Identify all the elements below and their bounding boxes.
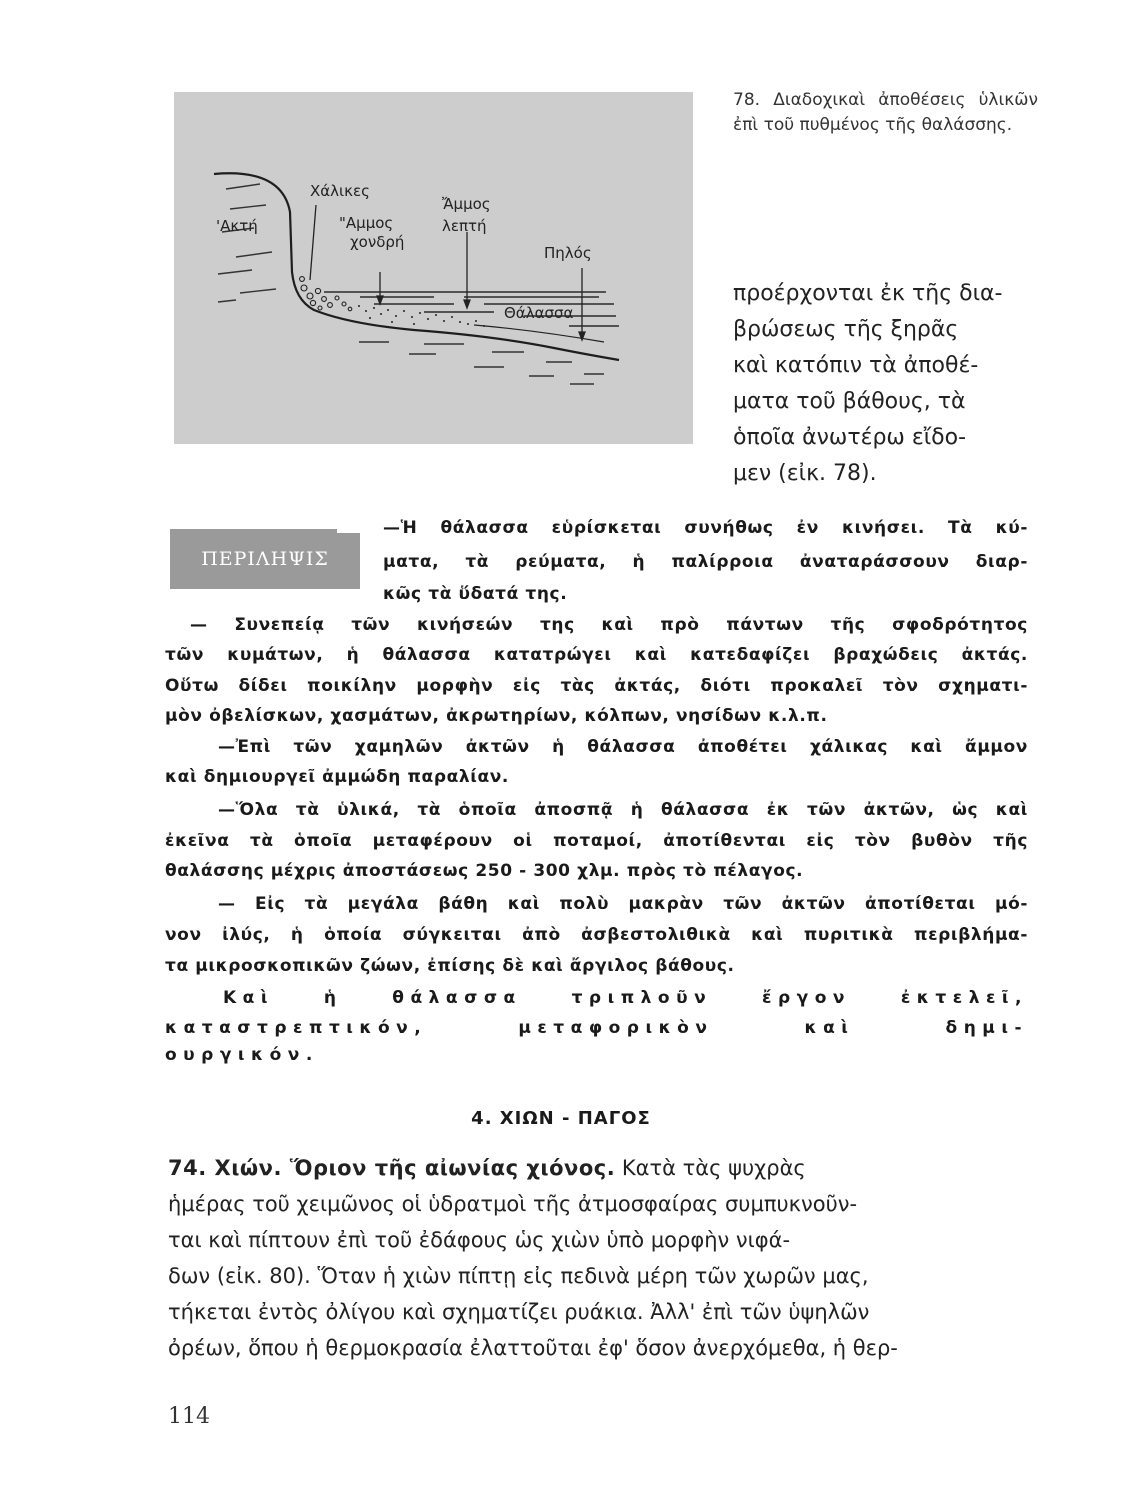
- summary-line: καὶ δημιουργεῖ ἀμμώδη παραλίαν.: [165, 767, 509, 787]
- paragraph-line: δων (εἰκ. 80). Ὅταν ἡ χιὼν πίπτῃ εἰς πεδινὰ μέρη τῶν χωρῶν μας,: [168, 1264, 869, 1288]
- label-fine-sand-2: λεπτή: [442, 217, 487, 235]
- paragraph-first-line: [168, 1150, 1028, 1186]
- paragraph-line: ὀρέων, ὅπου ἡ θερμοκρασία ἐλαττοῦται ἐφ' ὅσον ἀνερχόμεθα, ἡ θερ-: [168, 1336, 898, 1360]
- summary-line: — Συνεπείᾳ τῶν κινήσεών της καὶ πρὸ πάντων τῆς σφοδρότητος: [190, 615, 1028, 635]
- paragraph-74: [168, 1150, 1028, 1366]
- label-mud: Πηλός: [544, 244, 592, 262]
- paragraph-line: ται καὶ πίπτουν ἐπὶ τοῦ ἐδάφους ὡς χιὼν ὑπὸ μορφὴν νιφά-: [168, 1228, 791, 1252]
- summary-line: μὸν ὀβελίσκων, χασμάτων, ἀκρωτηρίων, κόλπων, νησίδων κ.λ.π.: [165, 706, 828, 726]
- summary-line: τῶν κυμάτων, ἡ θάλασσα κατατρώγει καὶ κατεδαφίζει βραχώδεις ἀκτάς.: [165, 645, 1028, 665]
- side-text-line: βρώσεως τῆς ξηρᾶς: [733, 317, 959, 342]
- side-text-line: ὁποῖα ἀνωτέρω εἴδο-: [733, 425, 967, 450]
- summary-line: Οὕτω δίδει ποικίλην μορφὴν εἰς τὰς ἀκτάς, διότι προκαλεῖ τὸν σχηματι-: [165, 676, 1028, 696]
- paragraph-line: Κατὰ τὰς ψυχρὰς: [621, 1156, 806, 1180]
- summary-line: —Ὅλα τὰ ὑλικά, τὰ ὁποῖα ἀποσπᾷ ἡ θάλασσα ἐκ τῶν ἀκτῶν, ὡς καὶ: [218, 800, 1028, 820]
- summary-line: ἐκεῖνα τὰ ὁποῖα μεταφέρουν οἱ ποταμοί, ἀποτίθενται εἰς τὸν βυθὸν τῆς: [165, 831, 1028, 851]
- summary-line: θαλάσσης μέχρις ἀποστάσεως 250 - 300 χλμ. πρὸς τὸ πέλαγος.: [165, 861, 804, 881]
- summary-line: —Ἐπὶ τῶν χαμηλῶν ἀκτῶν ἡ θάλασσα ἀποθέτει χάλικας καὶ ἄμμον: [218, 737, 1028, 757]
- side-text-line: μεν (εἰκ. 78).: [733, 461, 877, 486]
- label-coarse-sand-2: χονδρή: [350, 233, 405, 251]
- side-text: [733, 276, 1033, 492]
- paragraph-heading: 74. Χιών. Ὅριον τῆς αἰωνίας χιόνος.: [168, 1156, 616, 1180]
- summary-line: τα μικροσκοπικῶν ζώων, ἐπίσης δὲ καὶ ἄργιλος βάθους.: [165, 956, 735, 976]
- figure-caption: 78. Διαδοχικαὶ ἀποθέσεις ὑλικῶν ἐπὶ τοῦ πυθμένος τῆς θαλάσσης.: [733, 90, 1038, 135]
- land-hatching: [218, 184, 276, 302]
- summary-line: κῶς τὰ ὕδατά της.: [383, 584, 568, 604]
- label-coarse-sand-1: "Αμμος: [339, 214, 394, 232]
- side-text-line: καὶ κατόπιν τὰ ἀποθέ-: [733, 353, 979, 378]
- paragraph-line: ἡμέρας τοῦ χειμῶνος οἱ ὑδρατμοὶ τῆς ἀτμοσφαίρας συμπυκνοῦν-: [168, 1192, 858, 1216]
- water-lines: [324, 292, 619, 326]
- deposits-diagram: [174, 92, 693, 444]
- coastline: [214, 173, 619, 360]
- side-text-line: ματα τοῦ βάθους, τὰ: [733, 389, 966, 414]
- summary-conclusion-line: ουργικόν.: [165, 1045, 319, 1065]
- label-coast: 'Ακτή: [216, 217, 258, 235]
- section-title: 4. ΧΙΩΝ - ΠΑΓΟΣ: [471, 1108, 651, 1129]
- summary-conclusion-line: καταστρεπτικόν, μεταφορικὸν καὶ δημι-: [165, 1018, 1028, 1038]
- summary-conclusion-line: Καὶ ἡ θάλασσα τριπλοῦν ἔργον ἐκτελεῖ,: [223, 988, 1028, 1008]
- label-sea: Θάλασσα: [504, 304, 574, 322]
- summary-badge: ΠΕΡΙΛΗΨΙΣ: [170, 529, 360, 589]
- paragraph-line: τήκεται ἐντὸς ὀλίγου καὶ σχηματίζει ρυάκια. Ἀλλ' ἐπὶ τῶν ὑψηλῶν: [168, 1300, 870, 1324]
- deep-water-hatching: [359, 342, 604, 384]
- summary-line: —Ἡ θάλασσα εὑρίσκεται συνήθως ἐν κινήσει. Τὰ κύ-: [383, 518, 1028, 538]
- label-gravel: Χάλικες: [310, 182, 370, 200]
- sea-deposits-figure: [174, 92, 693, 444]
- label-fine-sand-1: Ἄμμος: [442, 195, 491, 213]
- sand-dots: [358, 305, 485, 327]
- summary-line: — Εἰς τὰ μεγάλα βάθη καὶ πολὺ μακρὰν τῶν ἀκτῶν ἀποτίθεται μό-: [218, 894, 1028, 914]
- side-text-line: προέρχονται ἐκ τῆς δια-: [733, 281, 1003, 306]
- page-number: 114: [168, 1404, 210, 1429]
- summary-line: νον ἰλύς, ἡ ὁποία σύγκειται ἀπὸ ἀσβεστολιθικὰ καὶ πυριτικὰ περιβλήμα-: [165, 925, 1028, 945]
- summary-line: ματα, τὰ ρεύματα, ἡ παλίρροια ἀναταράσσουν διαρ-: [383, 552, 1028, 572]
